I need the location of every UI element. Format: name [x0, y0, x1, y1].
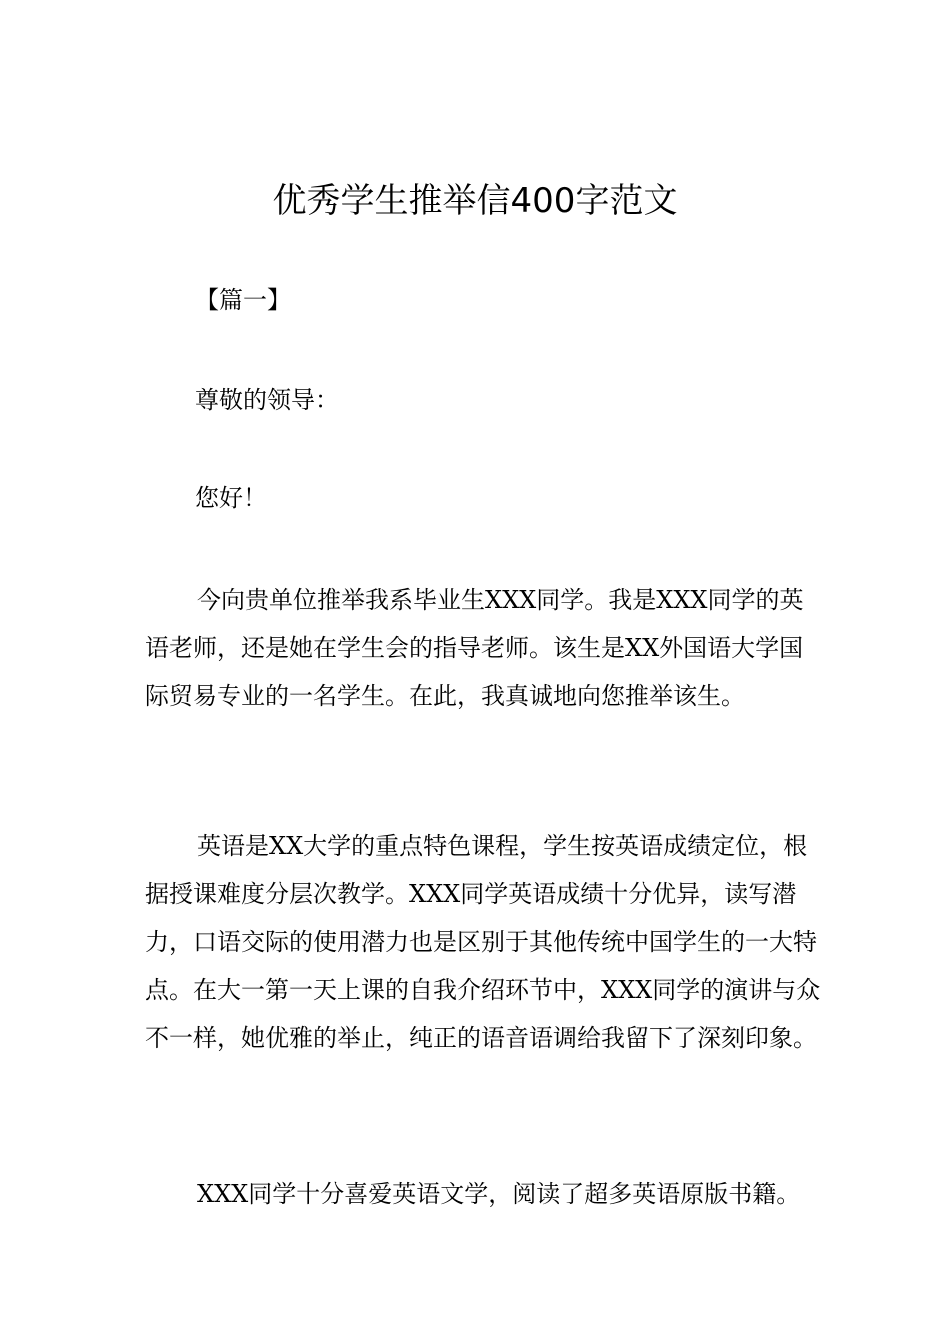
section-label: 【篇一】: [195, 286, 291, 314]
document-title: 优秀学生推举信400字范文: [272, 181, 678, 221]
greeting: 您好！: [195, 484, 267, 512]
paragraph-1: 今向贵单位推举我系毕业生XXX同学。我是XXX同学的英语老师，还是她在学生会的指导老师。该生是XX外国语大学国际贸易专业的一名学生。在此，我真诚地向您推举该生。: [145, 586, 804, 710]
paragraph-2: 英语是XX大学的重点特色课程，学生按英语成绩定位，根据授课难度分层次教学。XXX同学英语成绩十分优异，读写潜力，口语交际的使用潜力也是区别于其他传统中国学生的一大特点。在大一第一天上课的自我介绍环节中，XXX同学的演讲与众不一样，她优雅的举止，纯正的语音语调给我留下了深刻印象。: [145, 832, 821, 1052]
paragraph-3: XXX同学十分喜爱英语文学，阅读了超多英语原版书籍。: [197, 1180, 801, 1208]
salutation: 尊敬的领导：: [195, 386, 339, 414]
